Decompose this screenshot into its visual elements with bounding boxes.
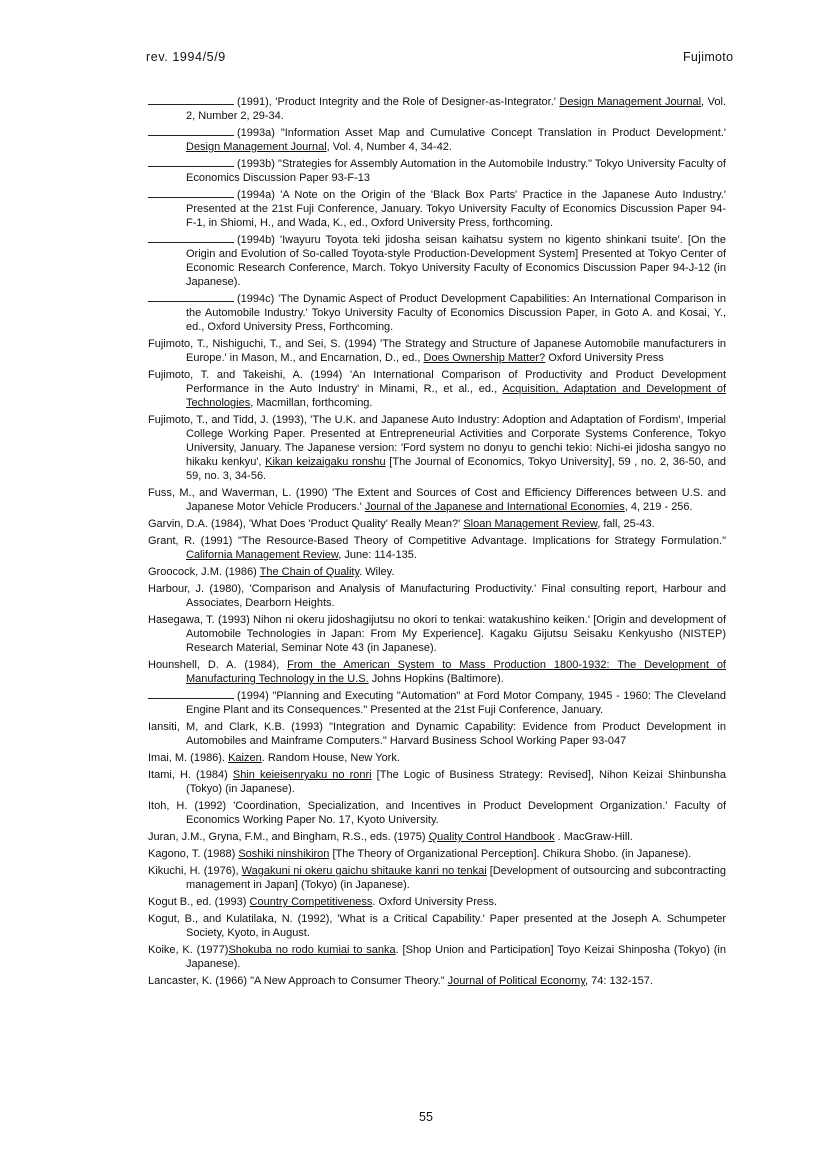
reference-entry	[148, 188, 726, 230]
reference-text: , fall, 25-43.	[597, 518, 655, 530]
reference-entry	[148, 943, 726, 971]
reference-entry	[148, 486, 726, 514]
reference-text: Oxford University Press	[545, 352, 664, 364]
reference-text: Imai, M. (1986).	[148, 752, 229, 764]
reference-entry	[148, 565, 726, 579]
reference-entry	[148, 517, 726, 531]
reference-title: Acquisition, Adaptation and Development of Technologies	[186, 383, 726, 409]
reference-text: Hounshell, D. A. (1984),	[148, 659, 288, 671]
reference-list	[148, 95, 726, 991]
reference-text: [The Logic of Business Strategy: Revised], Nihon Keizai Shinbunsha (Tokyo) (in Japanese).	[186, 769, 726, 795]
running-header-date: rev. 1994/5/9	[146, 50, 226, 64]
reference-text: Kogut, B., and Kulatilaka, N. (1992), 'What is a Critical Capability.' Paper presented at the Joseph A. Schumpeter Society, Kyoto, in August.	[148, 913, 726, 939]
reference-entry	[148, 689, 726, 717]
reference-text: Iansiti, M, and Clark, K.B. (1993) "Integration and Dynamic Capability: Evidence from Product Development in Automobiles and Mainframe Computers." Harvard Business School Working Paper 93-047	[148, 721, 726, 747]
ditto-rule	[148, 126, 234, 136]
reference-entry	[148, 368, 726, 410]
page-number: 55	[419, 1110, 433, 1124]
reference-entry	[148, 534, 726, 562]
reference-text: Kagono, T. (1988)	[148, 848, 239, 860]
reference-title: Country Competitiveness	[249, 896, 373, 908]
running-header-author: Fujimoto	[683, 50, 734, 64]
reference-text: , June: 114-135.	[338, 549, 417, 561]
reference-text: Fuss, M., and Waverman, L. (1990) 'The Extent and Sources of Cost and Efficiency Differences between U.S. and Japanese Motor Vehicle Producers.'	[148, 487, 726, 513]
reference-text: . Random House, New York.	[261, 752, 400, 764]
reference-entry	[148, 292, 726, 334]
ditto-rule	[148, 157, 234, 167]
reference-text: Harbour, J. (1980), 'Comparison and Analysis of Manufacturing Productivity.' Final consulting report, Harbour and Associates, Dearborn Heights.	[148, 583, 726, 609]
reference-text: Garvin, D.A. (1984), 'What Does 'Product Quality' Really Mean?'	[148, 518, 464, 530]
reference-entry	[148, 720, 726, 748]
reference-entry	[148, 751, 726, 765]
reference-title: Shokuba no rodo kumiai to sanka	[228, 944, 396, 956]
reference-text: (1994) "Planning and Executing "Automation" at Ford Motor Company, 1945 - 1960: The Cleveland Engine Plant and its Consequences." Presented at the 21st Fuji Conference, January.	[186, 690, 726, 716]
reference-text: . Wiley.	[359, 566, 395, 578]
reference-text: Hasegawa, T. (1993) Nihon ni okeru jidoshagijutsu no okori to tenkai: watakushino keiken.' [Origin and development of Automobile Technologies in Japan: From My Experience]. Kagaku Gijutsu Seisaku Kenkyusho (NISTEP) Research Material, Seminar Note 43 (in Japanese).	[148, 614, 726, 654]
reference-entry	[148, 613, 726, 655]
reference-text: (1991), 'Product Integrity and the Role of Designer-as-Integrator.'	[237, 96, 560, 108]
reference-text: (1994b) 'Iwayuru Toyota teki jidosha seisan kaihatsu system no kigento shinkani tsuite'. [On the Origin and Evolution of So-called Toyota-style Production-Development System] Presented at Tokyo Center of Economic Research Conference, March. Tokyo University Faculty of Economics Discussion Paper 94-J-12 (in Japanese).	[186, 234, 726, 288]
reference-text: Kogut B., ed. (1993)	[148, 896, 250, 908]
reference-text: . [Shop Union and Participation] Toyo Keizai Shinposha (Tokyo) (in Japanese).	[186, 944, 726, 970]
reference-title: From the American System to Mass Production 1800-1932: The Development of Manufacturing Technology in the U.S.	[186, 659, 726, 685]
reference-text: Fujimoto, T., and Tidd, J. (1993), 'The U.K. and Japanese Auto Industry: Adoption and Adaptation of Fordism', Imperial College Working Paper. Presented at Entrepreneurial Activities and Corporate Systems Conference, Tokyo University, January. The Japanese version: 'Ford system no donyu to genchi tekio: Nichi-ei jidosha sangyo no hikaku kenkyu',	[148, 414, 726, 468]
reference-title: Quality Control Handbook	[428, 831, 555, 843]
reference-entry	[148, 337, 726, 365]
reference-text: [Development of outsourcing and subcontracting management in Japan] (Tokyo) (in Japanese).	[186, 865, 726, 891]
reference-text: , Macmillan, forthcoming.	[250, 397, 373, 409]
reference-entry	[148, 95, 726, 123]
reference-text: [The Journal of Economics, Tokyo University], 59 , no. 2, 36-50, and 59, no. 3, 34-56.	[186, 456, 726, 482]
reference-text: Kikuchi, H. (1976),	[148, 865, 242, 877]
reference-title: Shin keieisenryaku no ronri	[232, 769, 372, 781]
reference-title: Journal of Political Economy	[447, 975, 586, 987]
reference-text: . MacGraw-Hill.	[554, 831, 633, 843]
reference-text: Fujimoto, T., Nishiguchi, T., and Sei, S. (1994) 'The Strategy and Structure of Japanese Automobile manufacturers in Europe.' in Mason, M., and Encarnation, D., ed.,	[148, 338, 726, 364]
reference-entry	[148, 413, 726, 483]
reference-entry	[148, 799, 726, 827]
reference-text: (1994a) 'A Note on the Origin of the 'Black Box Parts' Practice in the Japanese Auto Industry.' Presented at the 21st Fuji Conference, January. Tokyo University Faculty of Economics Discussion Paper 94-F-1, in Shiomi, H., and Wada, K., ed., Oxford University Press, forthcoming.	[186, 189, 726, 229]
reference-title: Wagakuni ni okeru gaichu shitauke kanri no tenkai	[241, 865, 487, 877]
reference-entry	[148, 126, 726, 154]
reference-entry	[148, 658, 726, 686]
reference-text: Juran, J.M., Gryna, F.M., and Bingham, R.S., eds. (1975)	[148, 831, 429, 843]
reference-text: Itoh, H. (1992) 'Coordination, Specialization, and Incentives in Product Development Organization.' Faculty of Economics Working Paper No. 17, Kyoto University.	[148, 800, 726, 826]
reference-text: Koike, K. (1977)	[148, 944, 229, 956]
reference-entry	[148, 233, 726, 289]
reference-entry	[148, 157, 726, 185]
reference-title: Soshiki ninshikiron	[238, 848, 330, 860]
ditto-rule	[148, 292, 234, 302]
reference-title: Kaizen	[228, 752, 262, 764]
reference-entry	[148, 895, 726, 909]
reference-entry	[148, 847, 726, 861]
ditto-rule	[148, 95, 234, 105]
reference-entry	[148, 768, 726, 796]
reference-title: Kikan keizaigaku ronshu	[265, 456, 386, 468]
reference-text: Itami, H. (1984)	[148, 769, 233, 781]
reference-entry	[148, 864, 726, 892]
reference-text: , Vol. 4, Number 4, 34-42.	[326, 141, 452, 153]
reference-title: Journal of the Japanese and International Economies	[364, 501, 625, 513]
reference-text: (1993b) "Strategies for Assembly Automation in the Automobile Industry." Tokyo University Faculty of Economics Discussion Paper 93-F-13	[186, 158, 726, 184]
reference-text: , 4, 219 - 256.	[624, 501, 693, 513]
reference-text: [The Theory of Organizational Perception]. Chikura Shobo. (in Japanese).	[329, 848, 692, 860]
reference-title: California Management Review	[186, 549, 339, 561]
reference-text: Groocock, J.M. (1986)	[148, 566, 260, 578]
reference-title: Sloan Management Review	[463, 518, 598, 530]
reference-entry	[148, 582, 726, 610]
reference-entry	[148, 974, 726, 988]
reference-title: The Chain of Quality	[259, 566, 360, 578]
reference-text: , Vol. 2, Number 2, 29-34.	[186, 96, 726, 122]
reference-title: Does Ownership Matter?	[423, 352, 546, 364]
ditto-rule	[148, 233, 234, 243]
ditto-rule	[148, 188, 234, 198]
reference-entry	[148, 830, 726, 844]
reference-entry	[148, 912, 726, 940]
reference-text: (1993a) "Information Asset Map and Cumulative Concept Translation in Product Development.'	[237, 127, 726, 139]
reference-text: Fujimoto, T. and Takeishi, A. (1994) 'An International Comparison of Productivity and Product Development Performance in the Auto Industry' in Minami, R., et al., ed.,	[148, 369, 726, 395]
reference-text: Johns Hopkins (Baltimore).	[368, 673, 504, 685]
reference-text: . Oxford University Press.	[372, 896, 498, 908]
reference-text: Grant, R. (1991) "The Resource-Based Theory of Competitive Advantage. Implications for Strategy Formulation."	[148, 535, 726, 547]
reference-title: Design Management Journal	[559, 96, 702, 108]
reference-text: Lancaster, K. (1966) "A New Approach to Consumer Theory."	[148, 975, 448, 987]
ditto-rule	[148, 689, 234, 699]
reference-text: , 74: 132-157.	[585, 975, 653, 987]
reference-title: Design Management Journal	[186, 141, 327, 153]
reference-text: (1994c) 'The Dynamic Aspect of Product Development Capabilities: An International Comparison in the Automobile Industry.' Tokyo University Faculty of Economics Discussion Paper, in Goto A. and Kosai, Y., ed., Oxford University Press, Forthcoming.	[186, 293, 726, 333]
